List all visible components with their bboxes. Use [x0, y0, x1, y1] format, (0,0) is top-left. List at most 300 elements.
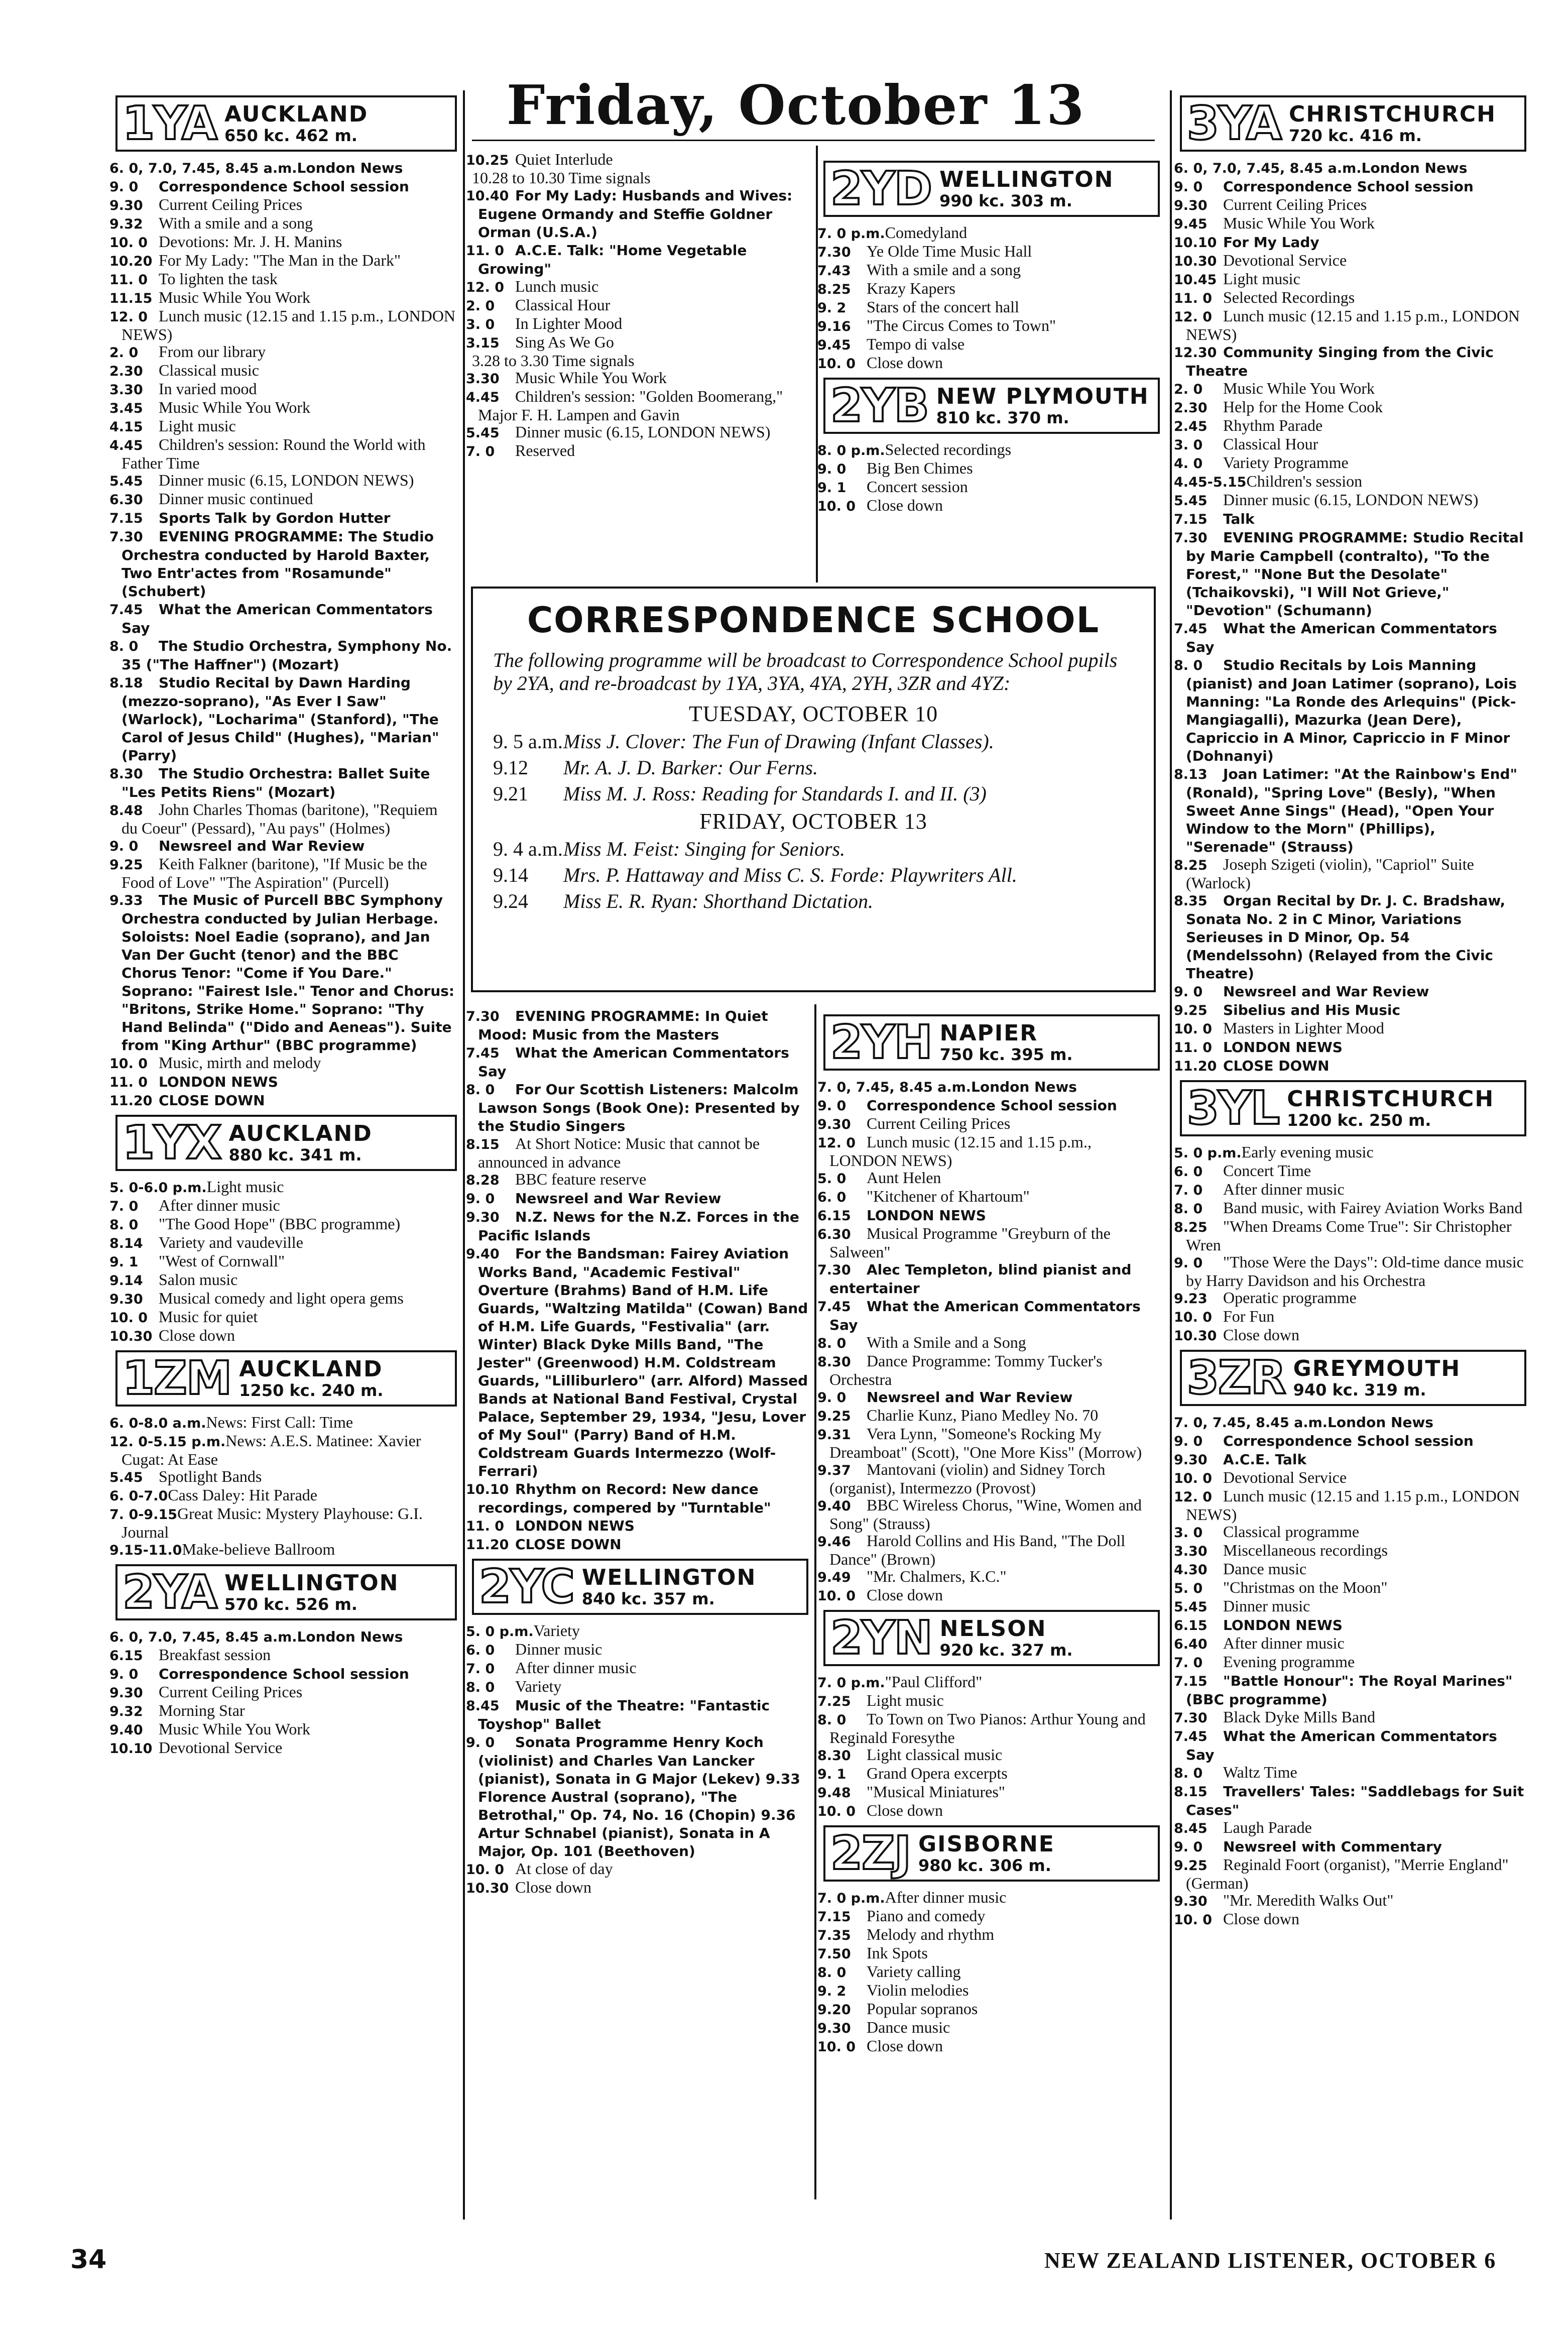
programme-entry	[817, 1925, 1160, 1944]
programme-entry	[817, 496, 1160, 515]
programme-title: Keith Falkner (baritone), "If Music be the Food of Love" "The Aspiration" (Purcell)	[122, 855, 427, 891]
programme-entry	[109, 307, 457, 343]
programme-title: For My Lady: Husbands and Wives: Eugene Ormandy and Steffie Goldner Orman (U.S.A.)	[478, 187, 793, 241]
programme-time: 6. 0	[466, 1643, 495, 1658]
programme-title: In varied mood	[159, 380, 257, 398]
programme-time: 7.45	[466, 1045, 500, 1061]
programme-entry	[1174, 1578, 1526, 1597]
programme-entry	[466, 1696, 808, 1733]
programme-entry	[109, 159, 457, 177]
station-frequency: 750 kc. 395 m.	[939, 1045, 1073, 1064]
programme-time: 9. 0	[1174, 179, 1203, 195]
correspondence-school-box	[471, 587, 1156, 992]
programme-entry	[1174, 1450, 1526, 1469]
programme-title: Correspondence School session	[159, 1666, 409, 1682]
programme-entry	[109, 1073, 457, 1091]
programme-title: "Those Were the Days": Old-time dance music by Harry Davidson and his Orchestra	[1186, 1253, 1524, 1290]
programme-entry	[109, 1196, 457, 1215]
programme-time: 7.45	[817, 1299, 851, 1315]
programme-title: "Battle Honour": The Royal Marines" (BBC programme)	[1186, 1673, 1513, 1708]
programme-time: 10. 0	[817, 1804, 856, 1819]
programme-time: 10. 0	[466, 1862, 505, 1878]
programme-entry	[817, 1460, 1160, 1497]
programme-entry	[109, 1738, 457, 1758]
programme-entry	[817, 1981, 1160, 2000]
programme-time: 9.49	[817, 1570, 851, 1585]
programme-time: 11.20	[1174, 1059, 1217, 1074]
programme-time: 6. 0	[1174, 1164, 1203, 1180]
programme-entry	[1174, 1253, 1526, 1290]
programme-title: Masters in Lighter Mood	[1223, 1019, 1384, 1037]
programme-time: 10. 0	[109, 235, 148, 251]
programme-time: 9. 0	[109, 179, 139, 195]
programme-title: CLOSE DOWN	[1223, 1058, 1330, 1074]
programme-entry	[466, 1244, 808, 1480]
programme-time: 9.40	[817, 1498, 851, 1514]
programme-entry	[817, 298, 1160, 317]
programme-title: Black Dyke Mills Band	[1223, 1708, 1376, 1726]
programme-entry	[466, 186, 808, 241]
programme-time: 3.30	[109, 382, 143, 398]
programme-title: In Lighter Mood	[515, 314, 623, 332]
station-callsign: 2YC	[479, 1560, 574, 1613]
correspondence-lesson	[493, 864, 1134, 887]
programme-time: 10.40	[466, 188, 509, 204]
programme-entry	[109, 342, 457, 362]
programme-entry	[817, 1710, 1160, 1746]
programme-title: Music While You Work	[1223, 214, 1375, 232]
station-callsign: 2YA	[123, 1565, 217, 1619]
station-header	[1180, 1080, 1526, 1136]
programme-title: "The Circus Comes to Town"	[867, 316, 1056, 334]
lesson-description: Miss M. J. Ross: Reading for Standards I. and II. (3)	[563, 782, 987, 805]
programme-time: 5. 0	[817, 1171, 847, 1187]
programme-entry	[817, 1333, 1160, 1352]
programme-time: 11. 0	[1174, 291, 1213, 306]
programme-time: 9.25	[817, 1409, 851, 1424]
programme-title: Ink Spots	[867, 1944, 928, 1962]
programme-title: Selected recordings	[885, 440, 1012, 458]
station-city: GREYMOUTH	[1293, 1356, 1461, 1381]
programme-entry	[1174, 982, 1526, 1001]
programme-time: 4. 0	[1174, 456, 1203, 472]
station-city: AUCKLAND	[239, 1356, 383, 1382]
programme-entry	[109, 1289, 457, 1308]
programme-title: Light music	[206, 1178, 284, 1196]
programme-title: Community Singing from the Civic Theatre	[1186, 344, 1494, 379]
programme-entry	[1174, 1001, 1526, 1019]
programme-time: 9. 0	[1174, 1255, 1203, 1271]
programme-title: Big Ben Chimes	[867, 459, 973, 477]
programme-time: 9.30	[109, 198, 143, 213]
programme-title: Musical comedy and light opera gems	[159, 1289, 404, 1307]
programme-time: 2. 0	[1174, 382, 1203, 397]
station-city: WELLINGTON	[224, 1570, 399, 1596]
programme-time: 9.25	[1174, 1003, 1208, 1018]
programme-title: Mantovani (violin) and Sidney Torch (organist), Intermezzo (Provost)	[829, 1460, 1106, 1497]
programme-time: 9.23	[1174, 1291, 1208, 1307]
programme-time: 7.35	[817, 1928, 851, 1943]
programme-entry	[109, 214, 457, 233]
programme-title: Current Ceiling Prices	[159, 195, 303, 213]
station-info	[936, 163, 1114, 215]
programme-title: Close down	[867, 2037, 943, 2055]
programme-time: 9. 1	[817, 1767, 847, 1782]
programme-title: Close down	[1223, 1910, 1299, 1928]
programme-time: 10.25	[466, 153, 509, 168]
programme-title: Talk	[1223, 511, 1255, 527]
programme-title: Concert session	[867, 478, 968, 496]
programme-time: 9.46	[817, 1534, 851, 1550]
programme-title: Miscellaneous recordings	[1223, 1541, 1388, 1559]
programme-title: Aunt Helen	[867, 1169, 941, 1187]
lesson-description: Miss M. Feist: Singing for Seniors.	[563, 838, 846, 860]
programme-entry	[1174, 1763, 1526, 1782]
correspondence-lesson	[493, 890, 1134, 913]
programme-entry	[817, 1169, 1160, 1188]
programme-entry	[817, 316, 1160, 335]
programme-entry	[1174, 1019, 1526, 1038]
station-header	[823, 378, 1160, 434]
programme-time: 10. 0	[1174, 1021, 1213, 1037]
station-frequency: 650 kc. 462 m.	[224, 126, 357, 145]
programme-time: 9.30	[466, 1210, 500, 1225]
programme-title: Newsreel and War Review	[159, 838, 365, 854]
programme-time: 7. 0, 7.45, 8.45 a.m.	[817, 1080, 972, 1095]
programme-entry	[817, 1907, 1160, 1926]
programme-time: 9. 0	[1174, 984, 1203, 1000]
programme-title: Newsreel and War Review	[1223, 983, 1429, 1000]
programme-entry	[817, 223, 1160, 243]
station-info	[1284, 1082, 1494, 1134]
programme-time: 10. 0	[817, 2039, 856, 2055]
programme-entry	[466, 1208, 808, 1244]
programme-time: 8.25	[1174, 1220, 1208, 1235]
programme-entry	[1174, 1143, 1526, 1162]
programme-entry	[817, 242, 1160, 261]
programme-title: Close down	[867, 354, 943, 372]
programme-entry	[1174, 1616, 1526, 1635]
programme-title: Salon music	[159, 1270, 238, 1289]
column-rule-4	[1170, 90, 1172, 2220]
station-info	[937, 1016, 1073, 1069]
programme-time: 4.30	[1174, 1562, 1208, 1578]
station-callsign: 1ZM	[123, 1351, 231, 1405]
programme-time: 8.25	[1174, 858, 1208, 873]
programme-entry	[109, 195, 457, 214]
programme-title: Tempo di valse	[867, 335, 965, 353]
programme-entry	[109, 1432, 457, 1468]
programme-entry	[817, 1962, 1160, 1981]
programme-entry	[817, 2000, 1160, 2019]
programme-title: Music While You Work	[515, 369, 667, 387]
programme-entry	[109, 1091, 457, 1110]
programme-time: 9.20	[817, 2002, 851, 2018]
programme-title: Concert Time	[1223, 1161, 1311, 1180]
lesson-time: 9.14	[493, 864, 528, 886]
programme-time: 12. 0	[817, 1135, 856, 1151]
programme-title: The Studio Orchestra: Ballet Suite "Les Petits Riens" (Mozart)	[122, 765, 430, 800]
station-header	[823, 1610, 1160, 1666]
programme-title: Correspondence School session	[159, 178, 409, 195]
programme-time: 9.16	[817, 319, 851, 334]
programme-entry	[109, 1215, 457, 1234]
programme-entry	[109, 837, 457, 855]
programme-time: 10.10	[109, 1741, 153, 1757]
programme-title: Stars of the concert hall	[867, 298, 1019, 316]
programme-title: "West of Cornwall"	[159, 1252, 285, 1270]
programme-title: Rhythm Parade	[1223, 416, 1323, 434]
lesson-description: Miss E. R. Ryan: Shorthand Dictation.	[563, 890, 873, 912]
programme-entry	[466, 1677, 808, 1696]
column-1	[109, 90, 457, 1758]
programme-entry	[817, 1078, 1160, 1096]
programme-entry	[109, 673, 457, 764]
station-frequency: 920 kc. 327 m.	[939, 1641, 1073, 1660]
programme-entry	[817, 1114, 1160, 1133]
programme-entry	[109, 270, 457, 289]
programme-entry	[109, 1683, 457, 1702]
programme-entry	[817, 1888, 1160, 1907]
programme-time: 10.30	[109, 1329, 153, 1344]
programme-entry	[817, 1206, 1160, 1225]
programme-title: Make-believe Ballroom	[182, 1540, 335, 1558]
programme-title: Devotional Service	[1223, 1468, 1347, 1486]
programme-title: Music While You Work	[159, 398, 311, 416]
programme-title: Spotlight Bands	[159, 1467, 262, 1485]
programme-time: 9.30	[1174, 198, 1208, 213]
programme-time: 7.30	[109, 529, 143, 545]
programme-entry	[109, 1467, 457, 1486]
programme-time: 5.45	[1174, 1599, 1208, 1615]
programme-entry	[817, 1745, 1160, 1765]
correspondence-lesson	[493, 730, 1134, 753]
programme-time: 8.48	[109, 803, 143, 819]
programme-entry	[1174, 214, 1526, 233]
programme-title: 3.28 to 3.30 Time signals	[472, 352, 635, 370]
station-info	[236, 1352, 383, 1405]
station-header	[115, 1115, 457, 1171]
programme-entry	[1174, 1326, 1526, 1345]
programme-title: Comedyland	[885, 223, 968, 242]
station-city: CHRISTCHURCH	[1287, 1086, 1495, 1112]
programme-title: A.C.E. Talk	[1223, 1451, 1307, 1468]
programme-entry	[109, 232, 457, 252]
programme-entry	[817, 1567, 1160, 1586]
programme-title: Lunch music	[515, 277, 599, 295]
programme-title: At Short Notice: Music that cannot be announced in advance	[478, 1134, 760, 1171]
programme-time: 11. 0	[466, 243, 505, 259]
correspondence-lesson	[493, 838, 1134, 861]
programme-entry	[466, 1007, 808, 1043]
programme-time: 6. 0-7.0	[109, 1488, 168, 1504]
programme-title: London News	[297, 160, 403, 176]
programme-title: Violin melodies	[867, 1981, 969, 1999]
programme-entry	[1174, 1891, 1526, 1910]
programme-title: After dinner music	[1223, 1180, 1345, 1198]
programme-time: 10.30	[1174, 254, 1217, 269]
programme-time: 7. 0	[1174, 1655, 1203, 1671]
station-frequency: 980 kc. 306 m.	[918, 1856, 1051, 1875]
programme-time: 6.15	[817, 1208, 851, 1224]
programme-time: 3. 0	[1174, 1525, 1203, 1541]
programme-time: 9.14	[109, 1273, 143, 1289]
programme-entry	[1174, 1057, 1526, 1075]
programme-title: LONDON NEWS	[1223, 1617, 1343, 1634]
programme-title: Newsreel and War Review	[515, 1190, 721, 1207]
programme-entry	[109, 637, 457, 673]
programme-title: Musical Programme "Greyburn of the Salween"	[829, 1224, 1111, 1261]
programme-entry	[466, 1480, 808, 1517]
station-header	[823, 161, 1160, 217]
programme-title: To lighten the task	[159, 270, 278, 288]
programme-time: 6. 0, 7.0, 7.45, 8.45 a.m.	[109, 161, 297, 176]
programme-entry	[466, 1535, 808, 1554]
programme-entry	[466, 150, 808, 169]
programme-time: 3.45	[109, 401, 143, 416]
programme-entry	[466, 369, 808, 388]
programme-title: Reserved	[515, 441, 575, 459]
programme-title: Devotional Service	[1223, 251, 1347, 269]
programme-entry	[817, 1783, 1160, 1802]
programme-time: 5. 0	[1174, 1581, 1203, 1596]
programme-title: Great Music: Mystery Playhouse: G.I. Journal	[122, 1504, 423, 1541]
programme-time: 10. 0	[817, 356, 856, 372]
station-callsign: 3YL	[1187, 1081, 1279, 1135]
programme-title: From our library	[159, 342, 266, 361]
programme-title: News: A.E.S. Matinee: Xavier Cugat: At Ease	[122, 1432, 421, 1468]
station-city: NELSON	[939, 1616, 1047, 1642]
station-city: NAPIER	[939, 1020, 1038, 1046]
programme-entry	[109, 800, 457, 837]
programme-time: 3. 0	[466, 317, 495, 332]
programme-title: What the American Commentators Say	[478, 1044, 789, 1080]
programme-entry	[1174, 343, 1526, 380]
programme-entry	[817, 1133, 1160, 1170]
programme-entry	[1174, 1910, 1526, 1929]
programme-entry	[466, 1878, 808, 1897]
programme-time: 8.15	[1174, 1784, 1208, 1800]
lesson-time: 9.21	[493, 782, 528, 805]
programme-title: Joan Latimer: "At the Rainbow's End" (Ronald), "Spring Love" (Besly), "When Sweet Anne Sings" (Head), "Open Your Window to the Morn" (Phillips), "Serenade" (Strauss)	[1186, 766, 1518, 855]
programme-entry	[466, 1134, 808, 1171]
programme-title: Ye Olde Time Music Hall	[867, 242, 1032, 260]
programme-title: Dance music	[867, 2018, 950, 2036]
programme-entry	[109, 1270, 457, 1290]
station-frequency: 840 kc. 357 m.	[581, 1589, 715, 1608]
station-header	[115, 1350, 457, 1407]
station-city: AUCKLAND	[224, 101, 369, 127]
programme-entry	[1174, 656, 1526, 765]
column-2-top	[466, 150, 808, 460]
programme-time: 10.10	[466, 1482, 509, 1497]
programme-time: 8.13	[1174, 767, 1208, 782]
programme-title: At close of day	[515, 1859, 613, 1878]
programme-time: 7.45	[1174, 621, 1208, 637]
programme-title: Piano and comedy	[867, 1907, 986, 1925]
programme-time: 8. 0	[1174, 658, 1203, 673]
programme-title: After dinner music	[885, 1888, 1007, 1906]
programme-time: 7. 0	[109, 1199, 139, 1214]
programme-entry	[817, 1691, 1160, 1710]
programme-entry	[109, 1720, 457, 1739]
programme-entry	[1174, 1597, 1526, 1616]
programme-entry	[466, 441, 808, 460]
programme-time: 12. 0-5.15 p.m.	[109, 1434, 226, 1450]
programme-title: Krazy Kapers	[867, 279, 955, 297]
programme-entry	[466, 333, 808, 352]
programme-time: 6. 0, 7.0, 7.45, 8.45 a.m.	[1174, 161, 1362, 176]
programme-title: What the American Commentators Say	[1186, 1728, 1497, 1763]
programme-title: Early evening music	[1241, 1143, 1374, 1161]
programme-title: BBC feature reserve	[515, 1170, 647, 1188]
programme-time: 12. 0	[109, 309, 148, 325]
programme-time: 3. 0	[1174, 437, 1203, 453]
programme-time: 9. 0	[817, 1390, 847, 1406]
programme-time: 9.30	[1174, 1894, 1208, 1909]
programme-entry	[109, 1252, 457, 1271]
programme-entry	[1174, 307, 1526, 343]
programme-title: "Paul Clifford"	[885, 1673, 983, 1691]
programme-title: London News	[297, 1628, 403, 1645]
station-info	[933, 380, 1149, 432]
programme-time: 10. 0	[1174, 1912, 1213, 1928]
programme-title: Children's session	[1246, 472, 1363, 490]
programme-time: 7. 0	[466, 444, 495, 459]
programme-time: 6.30	[817, 1227, 851, 1242]
programme-title: Sing As We Go	[515, 333, 614, 351]
programme-time: 8. 0	[109, 639, 139, 654]
programme-time: 7. 0 p.m.	[817, 1891, 885, 1906]
programme-time: 9.30	[1174, 1452, 1208, 1468]
programme-title: EVENING PROGRAMME: In Quiet Mood: Music from the Masters	[478, 1008, 768, 1043]
programme-title: What the American Commentators Say	[1186, 620, 1497, 655]
programme-title: London News	[1361, 160, 1468, 176]
programme-title: Children's session: Round the World with Father Time	[122, 435, 426, 472]
programme-title: Music While You Work	[159, 288, 311, 306]
programme-title: Close down	[867, 1801, 943, 1819]
programme-title: Dinner music continued	[159, 490, 313, 508]
station-callsign: 1YX	[123, 1116, 221, 1170]
station-callsign: 2YB	[830, 379, 928, 432]
programme-entry	[109, 177, 457, 196]
programme-time: 8. 0	[1174, 1201, 1203, 1217]
programme-time: 9. 1	[109, 1254, 139, 1270]
programme-title: Music of the Theatre: "Fantastic Toyshop" Ballet	[478, 1697, 770, 1732]
programme-time: 9.30	[109, 1685, 143, 1701]
programme-time: 6.40	[1174, 1637, 1208, 1652]
programme-time: 4.45	[109, 438, 143, 453]
programme-entry	[109, 1486, 457, 1505]
programme-entry	[466, 1859, 808, 1879]
station-header	[823, 1014, 1160, 1071]
station-frequency: 1250 kc. 240 m.	[239, 1381, 384, 1400]
programme-title: Close down	[1223, 1326, 1299, 1344]
programme-title: LONDON NEWS	[159, 1074, 278, 1090]
programme-title: Lunch music (12.15 and 1.15 p.m., LONDON NEWS)	[829, 1133, 1092, 1170]
programme-title: Rhythm on Record: New dance recordings, compered by "Turntable"	[478, 1481, 771, 1516]
programme-title: Classical Hour	[1223, 435, 1318, 453]
programme-title: "Kitchener of Khartoum"	[867, 1187, 1030, 1205]
programme-entry	[472, 169, 808, 186]
programme-time: 9. 0	[109, 1667, 139, 1682]
programme-time: 6. 0-8.0 a.m.	[109, 1416, 206, 1431]
programme-time: 10.20	[109, 254, 153, 269]
programme-entry	[1174, 528, 1526, 619]
column-3-bottom	[817, 1009, 1160, 2056]
programme-time: 10. 0	[109, 1056, 148, 1072]
programme-entry	[466, 1517, 808, 1535]
